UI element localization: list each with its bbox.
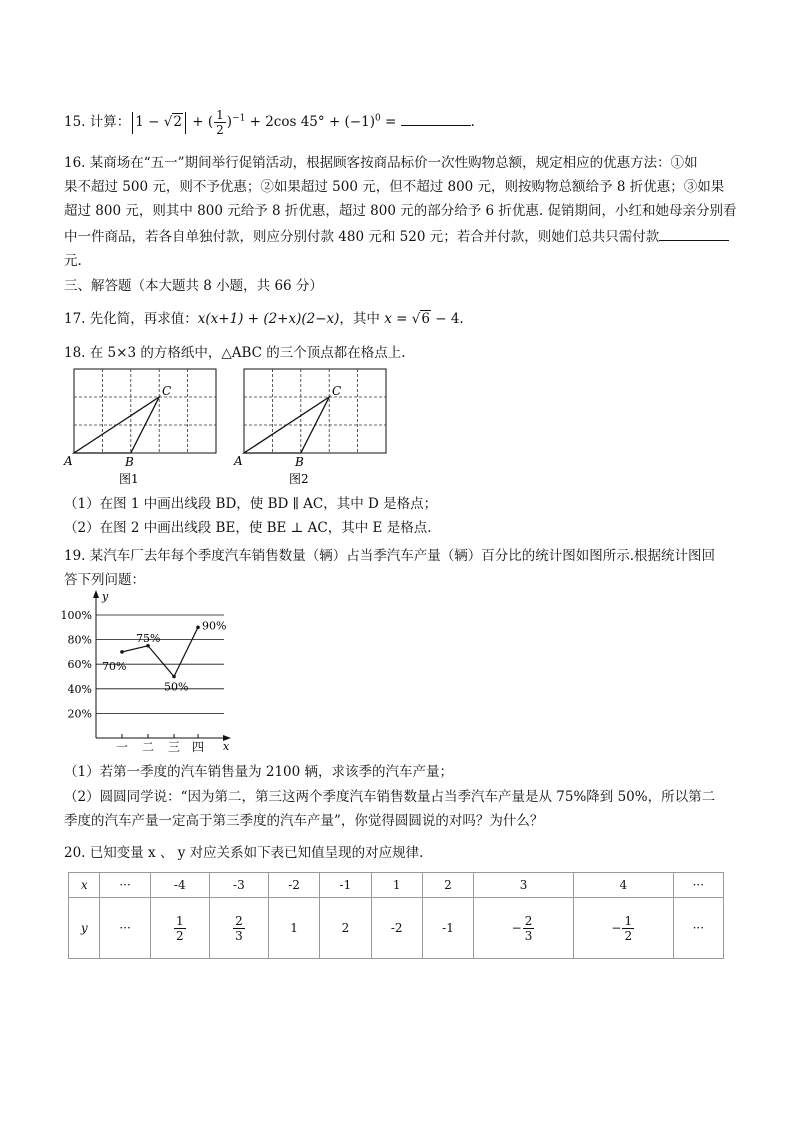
q19-line-chart [56,588,246,760]
table-cell: -3 [209,873,268,898]
table-cell [100,898,150,959]
q20-value-table [68,872,724,959]
grid-lines [244,369,386,453]
q15-abs-inner: 1 − [135,114,164,130]
vertex-c-label: C [332,384,342,398]
table-cell [573,898,673,959]
table-cell [673,898,723,959]
fraction-denominator: 2 [624,928,633,943]
x-tick-label: 二 [141,740,155,754]
fraction-denominator: 3 [524,928,533,943]
table-cell [474,898,574,959]
data-label: 75% [136,631,161,645]
table-row-y [69,898,724,959]
fraction [622,914,634,943]
x-tick-label: 一 [115,740,129,754]
fraction-numerator: 1 [175,913,184,928]
table-cell: 4 [573,873,673,898]
table-cell [422,898,473,959]
q17-xeq: x = [384,311,412,327]
grid-lines [74,369,216,453]
answer-blank-16[interactable] [659,226,729,241]
x-tick-label: 三 [167,740,181,754]
table-cell: ··· [100,873,150,898]
data-point [120,650,124,654]
q19-line-1: 19. 某汽车厂去年每个季度汽车销售数量（辆）占当季汽车产量（辆）百分比的统计图如图所示.根据统计图回 [64,548,716,564]
q15-fraction [214,108,226,137]
q18-sub2: （2）在图 2 中画出线段 BE，使 BE ⊥ AC，其中 E 是格点. [64,520,432,536]
y-axis-label: y [102,590,109,603]
table-cell: 2 [422,873,473,898]
table-cell [320,898,371,959]
vertex-b-label: B [125,455,134,469]
q19-line-2: 答下列问题： [64,572,145,588]
vertex-b-label: B [295,455,304,469]
fraction [523,914,535,943]
q18-stem: 18. 在 5×3 的方格纸中，△ABC 的三个顶点都在格点上. [64,345,406,361]
q15-eq: = [380,114,401,130]
fraction-sign: − [611,920,622,935]
q16-line-2: 果不超过 500 元，则不予优惠；②如果超过 500 元，但不超过 800 元，则按购物总额给予 8 折优惠；③如果 [64,179,725,195]
cell-value: 1 [290,921,298,935]
q16-line-3: 超过 800 元，则其中 800 元给予 8 折优惠，超过 800 元的部分给予 6 折优惠. 促销期间，小红和她母亲分别看 [64,203,737,219]
cell-value: -1 [442,921,454,935]
table-cell [150,898,209,959]
data-point [196,626,200,630]
q16-line-4-text: 中一件商品，若各自单独付款，则应分别付款 480 元和 520 元；若合并付款，则她们总共只需付款 [64,229,660,245]
q19-sub2-line-2: 季度的汽车产量一定高于第三季度的汽车产量”，你觉得圆圆说的对吗？为什么？ [64,813,544,829]
q18-sub1: （1）在图 1 中画出线段 BD，使 BD ∥ AC，其中 D 是格点； [64,496,438,512]
fraction [233,914,245,943]
cell-value: 2 [341,921,350,935]
data-point [172,675,176,679]
fraction-numerator: 2 [524,913,533,928]
chart-y-tick-labels [61,609,92,720]
table-cell [268,898,319,959]
table-header-y: y [69,898,100,959]
data-label: 90% [202,619,227,633]
q18-grid-figures [60,362,400,490]
x-tick-label: 四 [191,740,205,754]
question-17 [64,309,464,329]
q15-sqrt-arg: 2 [173,114,182,130]
table-cell: ··· [673,873,723,898]
table-cell [209,898,268,959]
q15-prefix: 15. 计算： [64,114,131,130]
fraction-denominator: 2 [175,928,184,943]
table-cell: -1 [320,873,371,898]
q17-prefix: 17. 先化简，再求值： [64,311,198,327]
chart-series [102,619,226,693]
q17-expr: x(x+1) + (2+x)(2−x) [197,311,340,327]
data-label: 70% [102,659,127,673]
y-tick-label: 20% [67,707,92,721]
table-cell [371,898,422,959]
fraction-denominator: 3 [235,928,243,943]
fraction [174,914,186,943]
y-tick-label: 100% [60,609,92,622]
abs-bar-left [132,112,133,134]
q15-end: . [470,114,475,130]
y-axis-arrow [93,590,99,598]
q20-stem: 20. 已知变量 x 、 y 对应关系如下表已知值呈现的对应规律. [64,845,424,861]
q17-tail: − 4. [430,311,464,327]
cell-value: ··· [119,921,131,935]
table-cell: -2 [268,873,319,898]
q17-sqrt-arg: 6 [421,311,430,327]
grid-border [244,369,386,453]
q16-line-1: 16. 某商场在“五一”期间举行促销活动，根据顾客按商品标价一次性购物总额，规定相应的优惠方法：①如 [64,155,698,171]
q15-exp1: −1 [232,113,246,124]
question-15: 15. 计算： 1 − √2 + ( $\frac{1}{2}$ )$^{-1}$ + 2cos $45^\circ + (-1)^0$ = . [64,108,475,137]
chart-x-tick-labels [116,734,204,754]
sqrt-symbol: √ [411,311,421,327]
x-axis-label: x [223,740,230,753]
q15-frac-num: 1 [216,108,224,122]
q17-mid: ，其中 [339,311,385,327]
cell-value: ··· [692,921,705,935]
section-3-heading: 三、解答题（本大题共 8 小题，共 66 分） [64,278,323,294]
vertex-a-label: A [234,454,243,468]
fraction-sign: − [511,920,522,935]
q16-line-4 [64,226,729,247]
grid-figure-2 [233,369,386,486]
vertex-a-label: A [64,454,73,468]
q19-sub2-line-1: （2）圆圆同学说：“因为第二，第三这两个季度汽车销售数量占当季汽车产量是从 75%降到 50%，所以第二 [64,789,716,805]
q15-mid: + 2cos 45° + (−1) [245,114,375,130]
y-tick-label: 40% [67,682,92,696]
sqrt-symbol: √ [163,114,173,130]
table-cell: 1 [371,873,422,898]
answer-blank-15[interactable] [401,111,471,126]
q15-exp2: 0 [374,113,381,124]
table-cell: -4 [150,873,209,898]
fraction-numerator: 1 [624,913,633,928]
q19-sub1: （1）若第一季度的汽车销售量为 2100 辆，求该季的汽车产量； [64,764,454,780]
table-header-x: x [69,873,100,898]
table-row-x [69,873,724,898]
q16-last: 元. [64,253,82,269]
data-label: 50% [164,680,189,694]
y-tick-label: 60% [67,658,92,672]
figure-1-caption: 图1 [119,472,139,486]
q15-plus: + ( [187,114,214,130]
vertex-c-label: C [162,384,172,398]
cell-value: -2 [390,921,403,935]
grid-figure-1 [63,369,216,486]
grid-border [74,369,216,453]
q15-frac-den: 2 [216,123,224,137]
fraction-numerator: 2 [235,913,243,928]
figure-2-caption: 图2 [289,472,309,486]
y-tick-label: 80% [67,633,92,647]
table-cell: 3 [474,873,574,898]
abs-bar-right [185,112,186,134]
